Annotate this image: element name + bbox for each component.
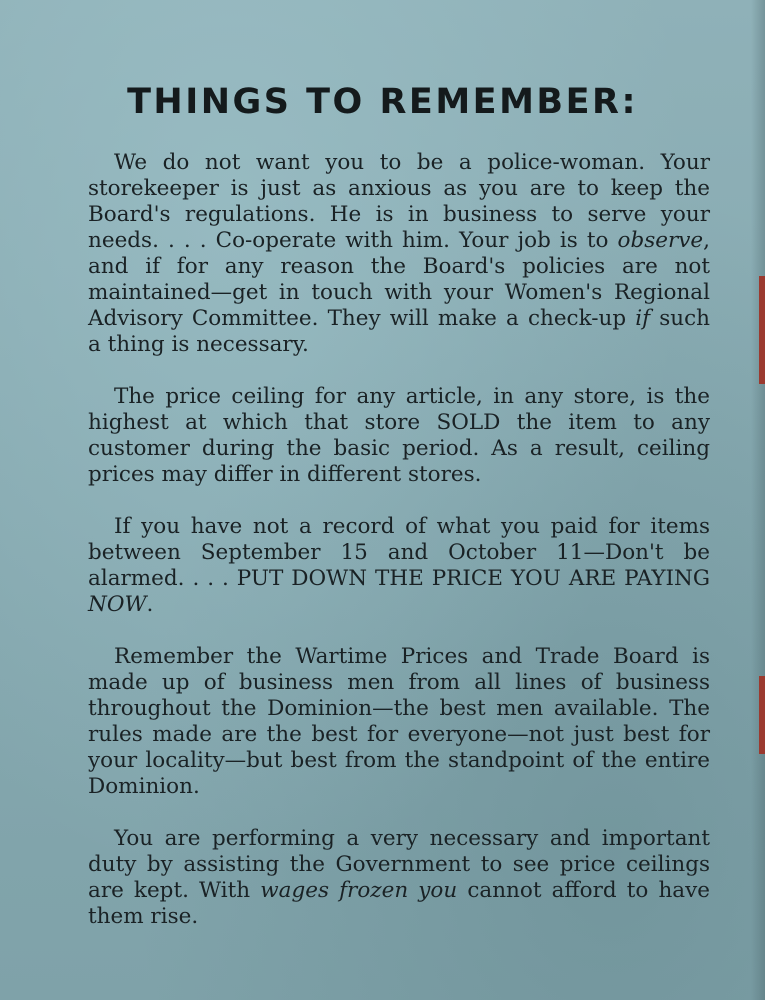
text-segment: cannot afford to have them rise. (88, 878, 710, 929)
text-segment: You are performing a very necessary and important duty by assisting the Government to see price ceilings are kept. With (88, 826, 710, 903)
paragraph-price-ceiling (88, 384, 710, 488)
italic-segment: if (635, 306, 651, 331)
page-title: THINGS TO REMEMBER: (127, 82, 638, 122)
text-segment: , and if for any reason the Board's policies are not maintained—get in touch with your Women's Regional Advisory Committee. They will make a check-up (88, 228, 710, 331)
text-segment: . (146, 592, 154, 617)
italic-segment: wages frozen you (260, 878, 458, 903)
paragraph-record (88, 514, 710, 618)
page-edge-shadow (751, 0, 765, 1000)
text-segment: We do not want you to be a police-woman. Your storekeeper is just as anxious as you are to keep the Board's regulations. He is in business to serve your needs. . . . Co-operate with him. Your job is to (88, 150, 710, 253)
text-segment: If you have not a record of what you paid for items between September 15 and October 11—Don't be alarmed. . . . PUT DOWN THE PRICE YOU ARE PAYING (88, 514, 710, 591)
italic-segment: observe (617, 228, 704, 253)
text-segment: The price ceiling for any article, in any store, is the highest at which that store SOLD the item to any customer during the basic period. As a result, ceiling prices may differ in different stores. (88, 384, 710, 487)
red-cover-edge-lower (759, 676, 765, 754)
italic-segment: NOW (88, 592, 147, 617)
body-text (88, 150, 710, 956)
paragraph-necessary-duty (88, 826, 710, 930)
text-segment: such a thing is necessary. (88, 306, 711, 357)
paragraph-police-woman (88, 150, 710, 358)
red-cover-edge-upper (759, 276, 765, 384)
paragraph-trade-board (88, 644, 710, 800)
text-segment: Remember the Wartime Prices and Trade Board is made up of business men from all lines of business throughout the Dominion—the best men available. The rules made are the best for everyone—not just best for your locality—but best from the standpoint of the entire Dominion. (88, 644, 710, 799)
